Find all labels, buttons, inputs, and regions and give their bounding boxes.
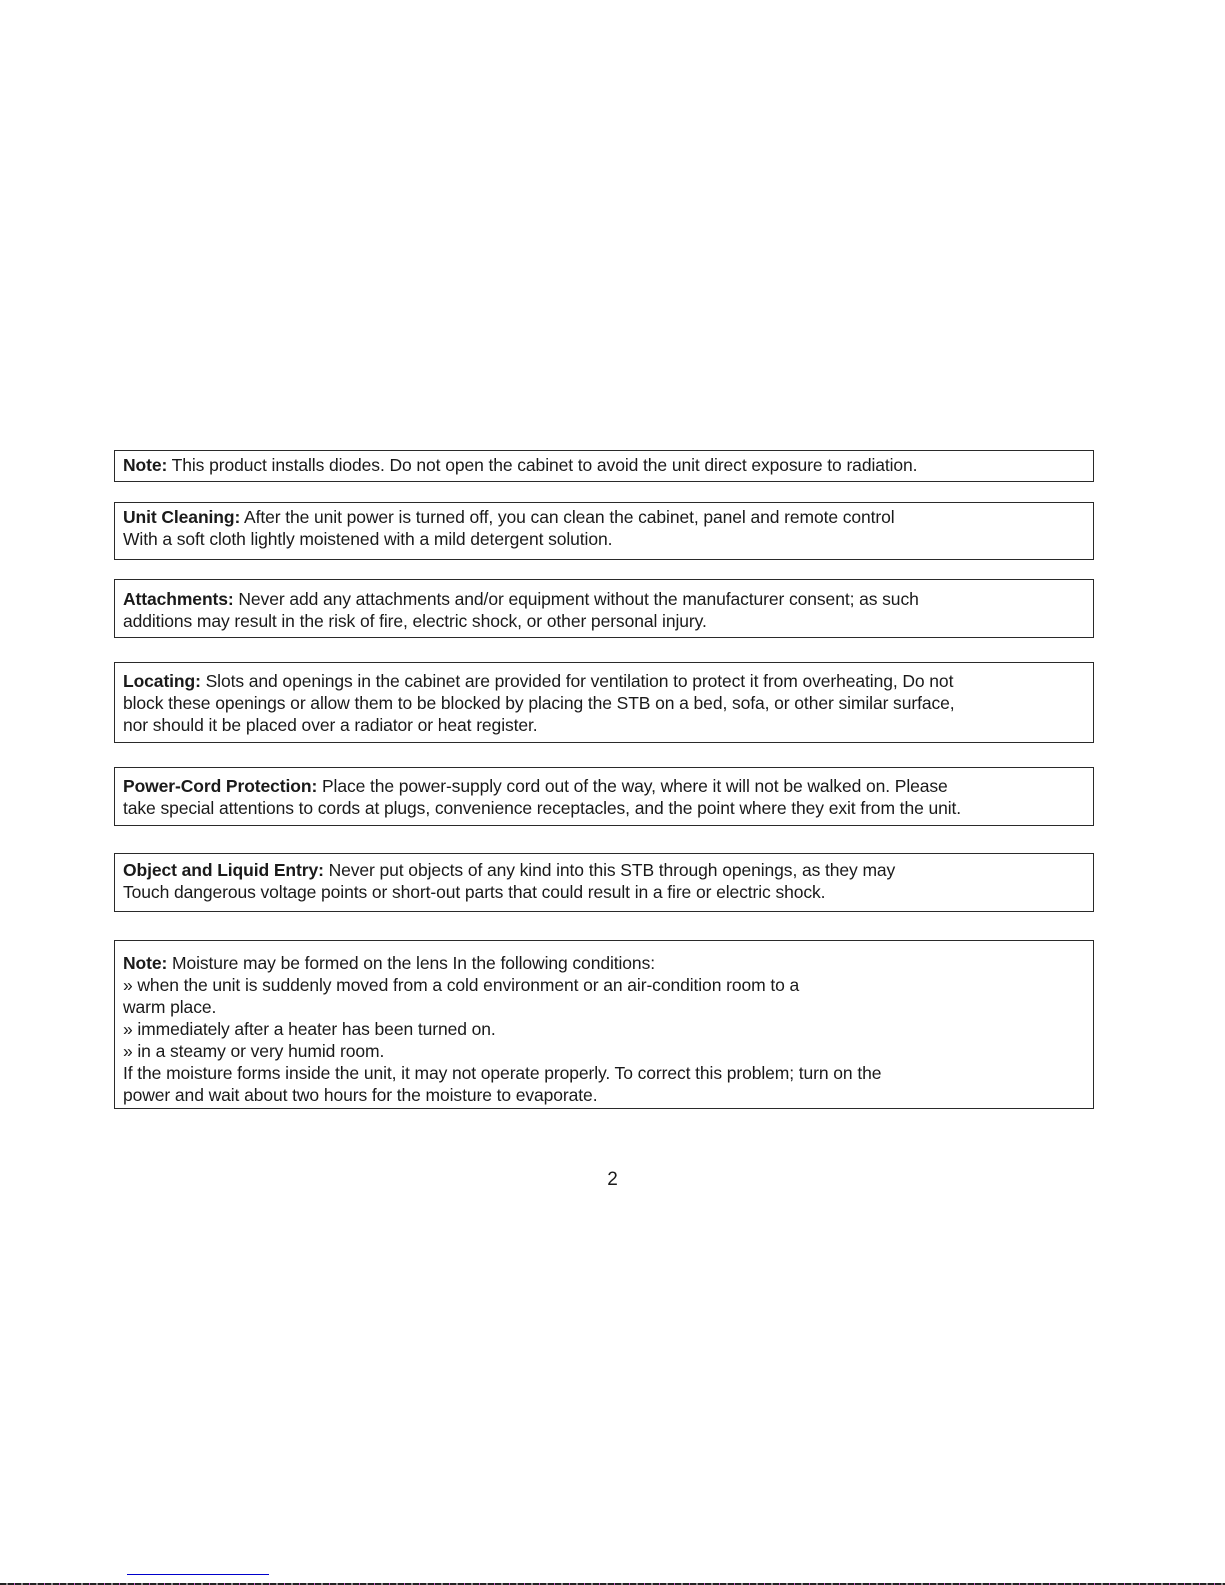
section-text: take special attentions to cords at plugs, convenience receptacles, and the point where they exit from the unit. [123, 798, 962, 818]
unit-cleaning-box [114, 502, 1094, 560]
section-text: additions may result in the risk of fire, electric shock, or other personal injury. [123, 611, 707, 631]
section-title: Object and Liquid Entry: [123, 860, 324, 880]
section-text: Touch dangerous voltage points or short-out parts that could result in a fire or electric shock. [123, 882, 826, 902]
section-title: Note: [123, 953, 168, 973]
object-liquid-entry-box [114, 853, 1094, 912]
bullet-item: » in a steamy or very humid room. [123, 1041, 385, 1061]
note-moisture-box [114, 940, 1094, 1109]
section-text: nor should it be placed over a radiator or heat register. [123, 715, 538, 735]
power-cord-protection-box [114, 767, 1094, 826]
underline-link-decoration [127, 1574, 269, 1575]
section-title: Note: [123, 455, 168, 475]
attachments-box [114, 579, 1094, 638]
section-text: With a soft cloth lightly moistened with a mild detergent solution. [123, 529, 613, 549]
section-title: Locating: [123, 671, 201, 691]
section-text: If the moisture forms inside the unit, it may not operate properly. To correct this problem; turn on the [123, 1063, 882, 1083]
section-text: block these openings or allow them to be blocked by placing the STB on a bed, sofa, or other similar surface, [123, 693, 955, 713]
section-text: Moisture may be formed on the lens In the following conditions: [171, 953, 655, 973]
section-text: This product installs diodes. Do not open the cabinet to avoid the unit direct exposure to radiation. [171, 455, 918, 475]
note-diodes-box [114, 450, 1094, 482]
section-text: After the unit power is turned off, you can clean the cabinet, panel and remote control [244, 507, 895, 527]
section-text: Place the power-supply cord out of the way, where it will not be walked on. Please [321, 776, 948, 796]
section-text: Slots and openings in the cabinet are provided for ventilation to protect it from overheating, Do not [205, 671, 954, 691]
section-title: Attachments: [123, 589, 234, 609]
bullet-item: » when the unit is suddenly moved from a cold environment or an air-condition room to a [123, 975, 800, 995]
bullet-item-continuation: warm place. [123, 997, 217, 1017]
section-title: Unit Cleaning: [123, 507, 241, 527]
section-title: Power-Cord Protection: [123, 776, 318, 796]
page-number: 2 [607, 1169, 618, 1190]
locating-box [114, 662, 1094, 743]
bullet-item: » immediately after a heater has been turned on. [123, 1019, 496, 1039]
section-text: Never put objects of any kind into this STB through openings, as they may [328, 860, 896, 880]
section-text: Never add any attachments and/or equipment without the manufacturer consent; as such [238, 589, 919, 609]
section-text: power and wait about two hours for the moisture to evaporate. [123, 1085, 598, 1105]
